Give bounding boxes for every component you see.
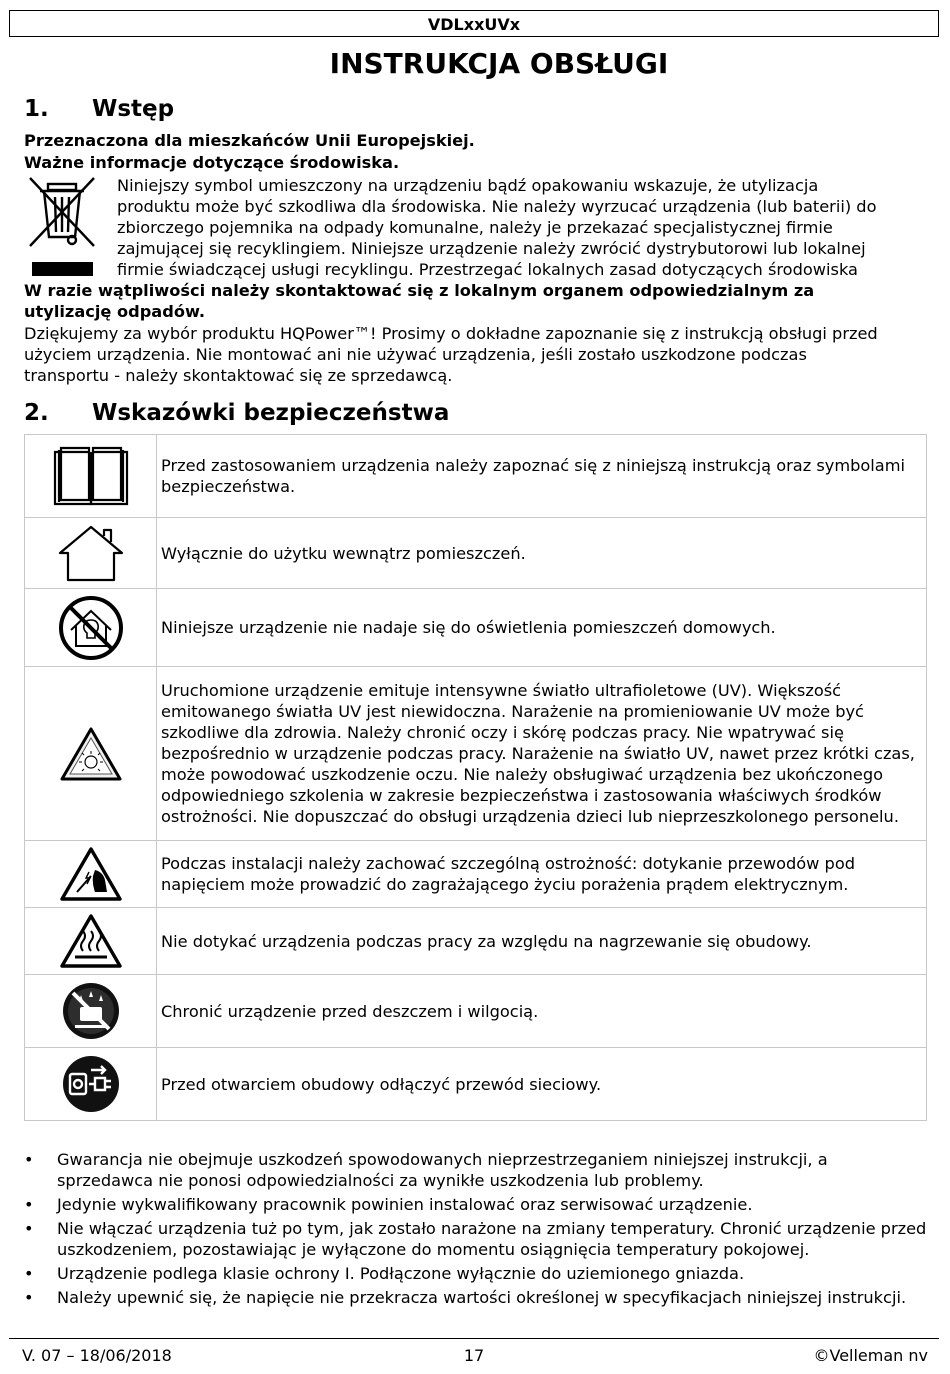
weee-text [117, 175, 876, 280]
icon-cell [25, 589, 157, 667]
table-row [25, 667, 927, 841]
icon-cell [25, 975, 157, 1048]
environment-heading: Ważne informacje dotyczące środowiska. [24, 153, 400, 172]
no-household-lighting-icon [57, 594, 125, 662]
section-2-heading [24, 399, 449, 427]
section-number: 1. [24, 96, 49, 122]
thanks-line: użyciem urządzenia. Nie montować ani nie używać urządzenia, jeśli zostało uszkodzone podczas [24, 345, 807, 364]
section-1-heading [24, 95, 174, 123]
safety-text: Niniejsze urządzenie nie nadaje się do oświetlenia pomieszczeń domowych. [157, 589, 927, 667]
page-title: INSTRUKCJA OBSŁUGI [329, 47, 669, 80]
safety-text: Wyłącznie do użytku wewnątrz pomieszczeń. [157, 518, 927, 589]
table-row [25, 589, 927, 667]
note-text: Nie włączać urządzenia tuż po tym, jak zostało narażone na zmiany temperatury. Chronić urządzenie przed uszkodzeniem, pozostawiając je wyłączone do momentu osiągnięcia temperatury pokojowej. [57, 1219, 927, 1259]
icon-cell [25, 667, 157, 841]
safety-text: Podczas instalacji należy zachować szczególną ostrożność: dotykanie przewodów pod napięciem może prowadzić do zagrażającego życiu porażenia prądem elektrycznym. [157, 841, 927, 908]
note-text: Urządzenie podlega klasie ochrony I. Podłączone wyłącznie do uziemionego gniazda. [57, 1264, 745, 1283]
list-item [24, 1218, 927, 1260]
uv-warning-icon [59, 726, 123, 782]
manual-book-icon [51, 444, 131, 508]
thanks-paragraph [24, 323, 878, 386]
electric-shock-warning-icon [59, 846, 123, 902]
weee-line: firmie świadczącej usługi recyklingu. Przestrzegać lokalnych zasad dotyczących środowiska [117, 260, 858, 279]
safety-text: Przed zastosowaniem urządzenia należy zapoznać się z niniejszą instrukcją oraz symbolami bezpieczeństwa. [157, 435, 927, 518]
weee-line: zajmującej się recyklingiem. Niniejsze urządzenie należy zwrócić dystrybutorowi lub lokalnej [117, 239, 866, 258]
hot-surface-warning-icon [59, 913, 123, 969]
icon-cell [25, 435, 157, 518]
list-item [24, 1263, 927, 1284]
note-text: Jedynie wykwalifikowany pracownik powinien instalować oraz serwisować urządzenie. [57, 1195, 753, 1214]
version-date: V. 07 – 18/06/2018 [22, 1346, 172, 1365]
table-row [25, 908, 927, 975]
table-row [25, 435, 927, 518]
safety-symbols-table [24, 434, 927, 1121]
eu-notice: Przeznaczona dla mieszkańców Unii Europejskiej. [24, 131, 475, 150]
list-item [24, 1287, 927, 1308]
table-row [25, 975, 927, 1048]
section-title: Wstęp [92, 96, 175, 122]
weee-line: Niniejszy symbol umieszczony na urządzeniu bądź opakowaniu wskazuje, że utylizacja [117, 176, 819, 195]
icon-cell [25, 841, 157, 908]
bullet: • [24, 1288, 34, 1307]
general-notes-list [24, 1149, 927, 1311]
indoor-house-icon [56, 523, 126, 583]
copyright: ©Velleman nv [813, 1346, 928, 1365]
protect-from-rain-icon [61, 981, 121, 1041]
section-title: Wskazówki bezpieczeństwa [92, 400, 450, 426]
disconnect-mains-icon [61, 1054, 121, 1114]
document-header [9, 10, 939, 37]
note-text: Należy upewnić się, że napięcie nie przekracza wartości określonej w specyfikacjach niniejszej instrukcji. [57, 1288, 907, 1307]
table-row [25, 1048, 927, 1121]
thanks-line: Dziękujemy za wybór produktu HQPower™! Prosimy o dokładne zapoznanie się z instrukcją obsługi przed [24, 324, 878, 343]
note-text: Gwarancja nie obejmuje uszkodzeń spowodowanych nieprzestrzeganiem niniejszej instrukcji, a sprzedawca nie ponosi odpowiedzialności za wynikłe uszkodzenia lub problemy. [57, 1150, 828, 1190]
section-number: 2. [24, 400, 49, 426]
weee-line: zbiorczego pojemnika na odpady komunalne, należy je przekazać specjalistycznej firmie [117, 218, 833, 237]
bullet: • [24, 1150, 34, 1169]
disposal-contact-text [24, 280, 814, 322]
bullet: • [24, 1264, 34, 1283]
icon-cell [25, 908, 157, 975]
weee-crossed-bin-icon [26, 174, 98, 280]
bullet: • [24, 1195, 34, 1214]
icon-cell [25, 518, 157, 589]
safety-text: Nie dotykać urządzenia podczas pracy za względu na nagrzewanie się obudowy. [157, 908, 927, 975]
doubt-line: utylizację odpadów. [24, 302, 206, 321]
safety-text: Uruchomione urządzenie emituje intensywne światło ultrafioletowe (UV). Większość emitowanego światła UV jest niewidoczna. Narażenie na promieniowanie UV może być szkodliwe dla zdrowia. Należy chronić oczy i skórę podczas pracy. Nie wpatrywać się bezpośrednio w urządzenie podczas pracy. Narażenie na światło UV, nawet przez krótki czas, może powodować uszkodzenie oczu. Nie należy obsługiwać urządzenia bez ukończonego odpowiedniego szkolenia w zakresie bezpieczeństwa i zastosowania właściwych środków ostrożności. Nie dopuszczać do obsługi urządzenia dzieci lub nieprzeszkolonego personelu. [157, 667, 927, 841]
weee-line: produktu może być szkodliwa dla środowiska. Nie należy wyrzucać urządzenia (lub baterii) do [117, 197, 877, 216]
safety-text: Chronić urządzenie przed deszczem i wilgocią. [157, 975, 927, 1048]
document-footer [9, 1338, 939, 1368]
table-row [25, 518, 927, 589]
safety-text: Przed otwarciem obudowy odłączyć przewód sieciowy. [157, 1048, 927, 1121]
doubt-line: W razie wątpliwości należy skontaktować się z lokalnym organem odpowiedzialnym za [24, 281, 815, 300]
icon-cell [25, 1048, 157, 1121]
list-item [24, 1149, 927, 1191]
thanks-line: transportu - należy skontaktować się ze sprzedawcą. [24, 366, 453, 385]
list-item [24, 1194, 927, 1215]
bullet: • [24, 1219, 34, 1238]
page-number: 17 [463, 1346, 485, 1365]
table-row [25, 841, 927, 908]
model-name: VDLxxUVx [427, 15, 521, 34]
